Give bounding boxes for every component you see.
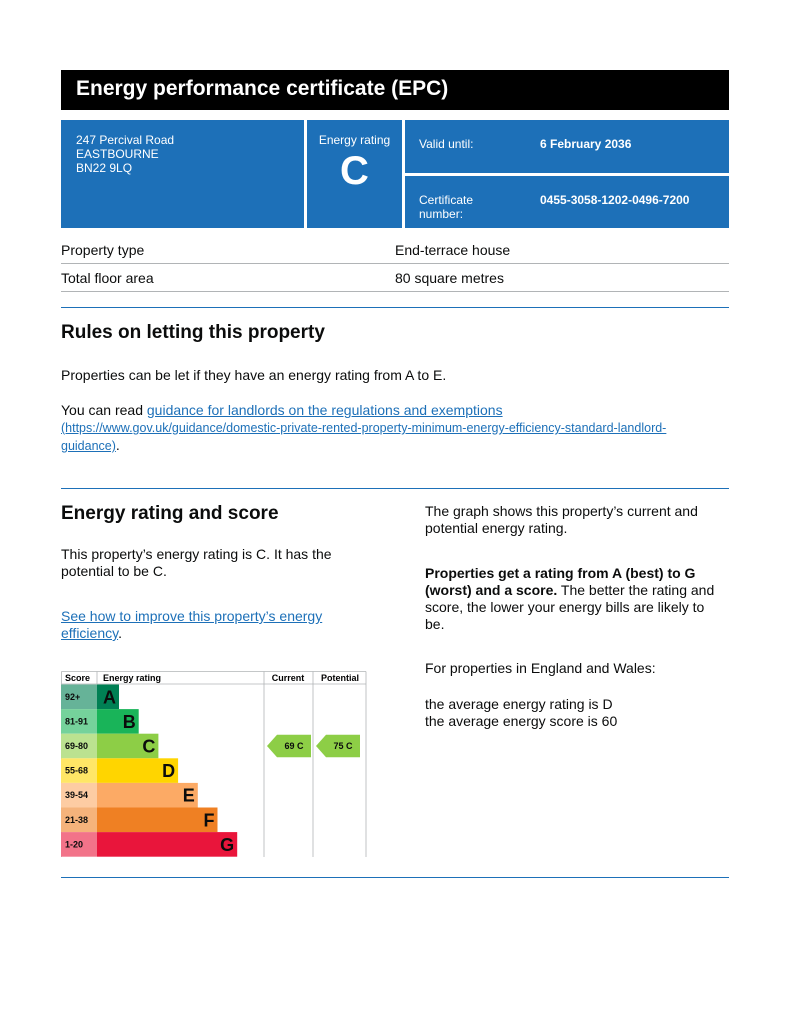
band-score-label: 81-91 bbox=[65, 716, 89, 727]
band-score-label: 92+ bbox=[65, 691, 81, 702]
address-line-2: EASTBOURNE bbox=[76, 147, 159, 161]
letting-text: Properties can be let if they have an energy rating from A to E. bbox=[61, 367, 447, 383]
improve-efficiency-link[interactable]: See how to improve this property’s energy efficiency bbox=[61, 608, 323, 641]
band-letter: D bbox=[162, 761, 176, 782]
rating-summary-line-1: This property’s energy rating is C. It has the bbox=[61, 546, 332, 562]
guidance-prefix: You can read bbox=[61, 402, 147, 418]
rating-summary-text bbox=[61, 546, 332, 580]
valid-until-value: 6 February 2036 bbox=[540, 137, 632, 151]
valid-until-block bbox=[405, 120, 729, 173]
improve-link-block bbox=[61, 608, 322, 642]
band-bar-f bbox=[97, 808, 218, 833]
potential-column-header: Potential bbox=[320, 673, 360, 683]
band-score-label: 39-54 bbox=[65, 790, 89, 801]
graph-explanation bbox=[425, 503, 698, 537]
band-score-label: 55-68 bbox=[65, 765, 89, 776]
current-rating-marker-label: 69 C bbox=[284, 741, 304, 751]
energy-rating-label: Energy rating bbox=[318, 133, 391, 147]
rating-scale-explanation bbox=[425, 565, 714, 633]
average-rating: the average energy rating is D bbox=[425, 696, 613, 712]
floor-area-label: Total floor area bbox=[61, 270, 154, 286]
band-bar-g bbox=[97, 832, 237, 857]
rating-scale-bold-2: (worst) and a score. bbox=[425, 582, 558, 598]
rating-scale-line-4: be. bbox=[425, 616, 445, 632]
letting-heading: Rules on letting this property bbox=[61, 322, 325, 343]
floor-area-row bbox=[61, 264, 729, 292]
certificate-summary bbox=[61, 120, 729, 228]
rating-scale-bold-1: Properties get a rating from A (best) to G bbox=[425, 565, 696, 581]
property-type-row bbox=[61, 236, 729, 264]
band-score-label: 69-80 bbox=[65, 741, 89, 751]
property-type-value: End-terrace house bbox=[395, 242, 511, 258]
average-figures bbox=[425, 696, 617, 730]
band-letter: E bbox=[182, 785, 195, 806]
graph-explanation-line-1: The graph shows this property’s current and bbox=[425, 503, 698, 519]
property-type-label: Property type bbox=[61, 242, 145, 258]
average-score: the average energy score is 60 bbox=[425, 713, 618, 729]
page-title: Energy performance certificate (EPC) bbox=[61, 70, 729, 110]
certificate-number-value: 0455-3058-1202-0496-7200 bbox=[540, 193, 690, 207]
guidance-url-link[interactable]: (https://www.gov.uk/guidance/domestic-private-rented-property-minimum-energy-efficiency-standard-landlord- bbox=[61, 421, 667, 435]
section-divider bbox=[61, 877, 729, 878]
graph-headers bbox=[65, 673, 359, 683]
band-score-label: 1-20 bbox=[65, 839, 84, 850]
improve-link-suffix: . bbox=[118, 625, 122, 641]
guidance-link[interactable]: guidance for landlords on the regulations and exemptions bbox=[146, 402, 503, 418]
energy-rating-graph bbox=[61, 671, 367, 859]
england-wales-text: For properties in England and Wales: bbox=[425, 660, 656, 676]
address-block bbox=[61, 120, 304, 228]
rating-summary-line-2: potential to be C. bbox=[61, 563, 167, 579]
certificate-number-block bbox=[405, 176, 729, 228]
graph-bands bbox=[61, 685, 237, 857]
section-divider bbox=[61, 307, 729, 308]
graph-explanation-line-2: potential energy rating. bbox=[425, 520, 568, 536]
valid-until-label: Valid until: bbox=[419, 137, 474, 151]
section-divider bbox=[61, 488, 729, 489]
certificate-label-2: number: bbox=[419, 207, 464, 221]
band-letter: B bbox=[122, 711, 136, 732]
letting-guidance bbox=[61, 402, 731, 455]
rating-column-header: Energy rating bbox=[103, 673, 162, 683]
energy-rating-letter: C bbox=[340, 149, 369, 193]
guidance-suffix: . bbox=[115, 437, 120, 453]
band-score-label: 21-38 bbox=[65, 814, 89, 825]
graph-markers bbox=[267, 735, 360, 758]
band-letter: G bbox=[220, 834, 235, 855]
guidance-url-link-end[interactable]: guidance) bbox=[61, 439, 116, 453]
band-letter: A bbox=[103, 687, 116, 708]
current-column-header: Current bbox=[271, 673, 305, 683]
floor-area-value: 80 square metres bbox=[395, 270, 504, 286]
band-letter: F bbox=[203, 810, 215, 831]
potential-rating-marker-label: 75 C bbox=[333, 741, 353, 751]
rating-scale-line-3: score, the lower your energy bills are likely to bbox=[425, 599, 705, 615]
address-line-3: BN22 9LQ bbox=[76, 161, 133, 175]
rating-heading: Energy rating and score bbox=[61, 503, 279, 524]
score-column-header: Score bbox=[65, 673, 91, 683]
band-letter: C bbox=[142, 736, 156, 757]
certificate-label-1: Certificate bbox=[419, 193, 474, 207]
rating-scale-line-2: The better the rating and bbox=[557, 582, 715, 598]
energy-rating-block bbox=[307, 120, 402, 228]
address-line-1: 247 Percival Road bbox=[76, 133, 175, 147]
